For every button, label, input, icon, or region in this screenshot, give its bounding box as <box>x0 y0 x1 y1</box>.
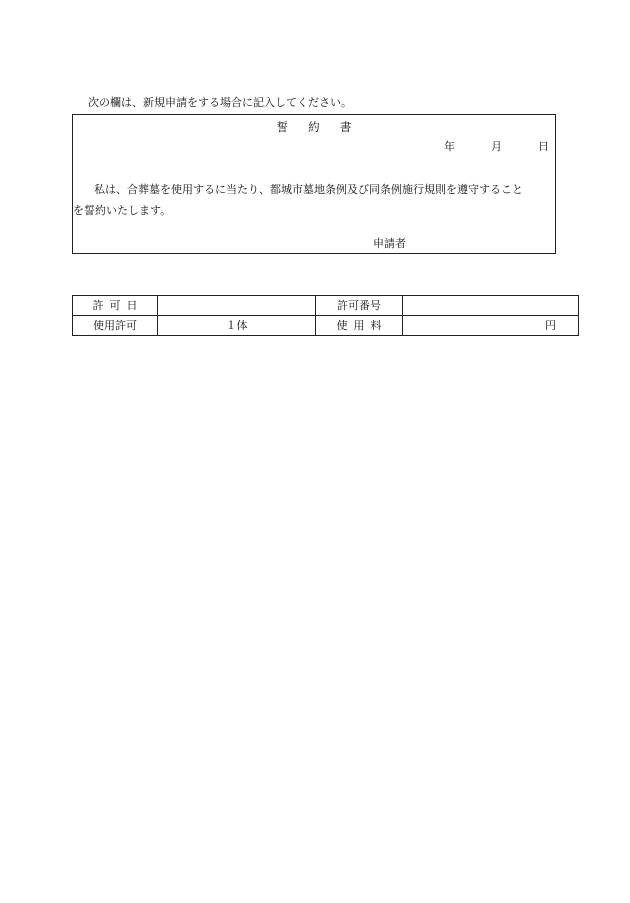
pledge-title-char-3: 書 <box>339 120 352 134</box>
usage-fee-value[interactable]: 円 <box>403 316 579 336</box>
date-day-field[interactable]: 日 <box>538 140 549 153</box>
pledge-box <box>72 114 556 254</box>
date-month-field[interactable]: 月 <box>491 140 502 153</box>
use-permit-label: 使用許可 <box>73 316 158 336</box>
date-year-field[interactable]: 年 <box>444 140 455 153</box>
intro-instruction: 次の欄は、新規申請をする場合に記入してください。 <box>88 96 352 109</box>
permit-number-value[interactable] <box>403 296 579 316</box>
pledge-title <box>73 122 555 134</box>
usage-fee-label: 使 用 料 <box>316 316 403 336</box>
permit-number-label: 許可番号 <box>316 296 403 316</box>
pledge-statement-line-2: を誓約いたします。 <box>73 204 172 217</box>
permit-table <box>72 295 579 336</box>
pledge-title-char-2: 約 <box>308 120 320 134</box>
use-permit-value[interactable]: １体 <box>158 316 316 336</box>
table-row <box>73 296 579 316</box>
applicant-field[interactable]: 申請者 <box>373 237 406 250</box>
pledge-statement <box>73 179 552 221</box>
date-line <box>444 141 549 152</box>
permit-date-value[interactable] <box>158 296 316 316</box>
pledge-statement-line-1: 私は、合葬墓を使用するに当たり、都城市墓地条例及び同条例施行規則を遵守すること <box>94 183 523 196</box>
table-row <box>73 316 579 336</box>
pledge-title-char-1: 誓 <box>276 120 289 134</box>
permit-date-label: 許 可 日 <box>73 296 158 316</box>
